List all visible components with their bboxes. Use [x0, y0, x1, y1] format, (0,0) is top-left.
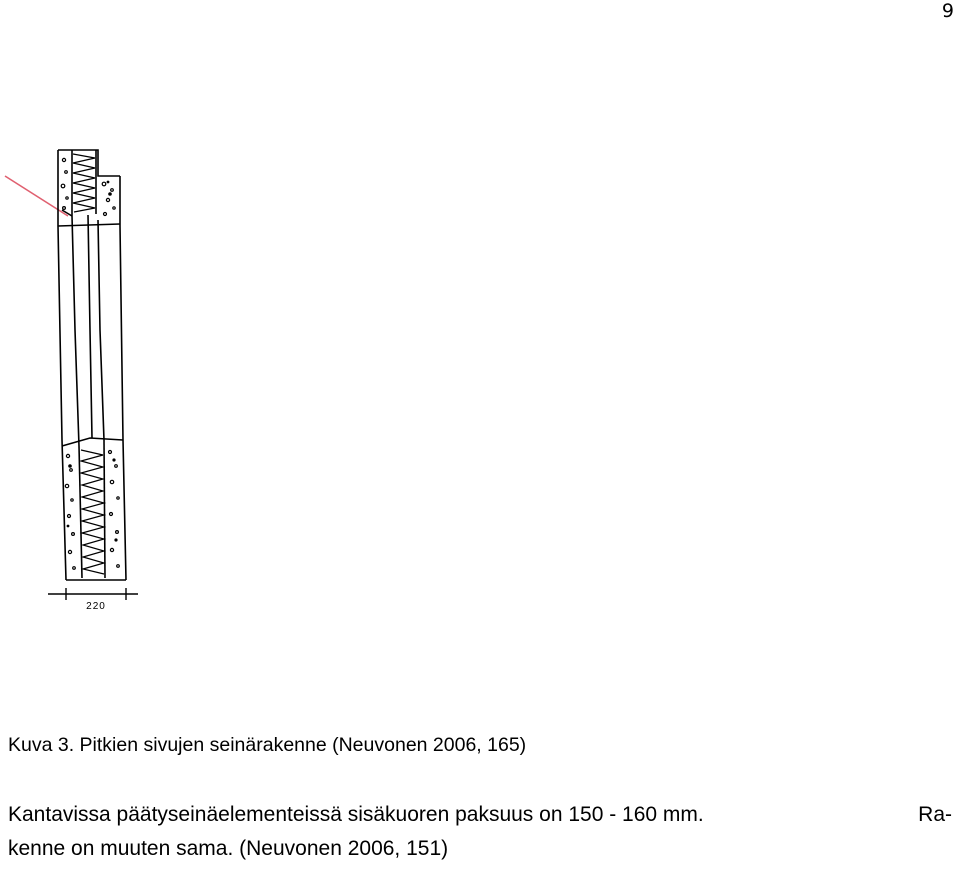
wall-section-drawing	[0, 140, 180, 620]
dimension-label: 220	[86, 601, 106, 612]
paragraph-line-1-text: Kantavissa päätyseinäelementeissä sisäkuoren paksuus on 150 - 160 mm.	[8, 803, 704, 826]
dimension-line	[48, 588, 138, 600]
body-paragraph	[8, 798, 952, 866]
paragraph-line-1-hyphen: Ra-	[918, 803, 952, 826]
insulation-zigzag-lower	[81, 450, 104, 574]
page-number: 9	[941, 0, 954, 22]
paragraph-line-1	[8, 798, 952, 832]
insulation-zigzag-upper	[73, 154, 95, 212]
paragraph-line-2: kenne on muuten sama. (Neuvonen 2006, 151)	[8, 837, 449, 860]
figure-caption: Kuva 3. Pitkien sivujen seinärakenne (Neuvonen 2006, 165)	[8, 734, 527, 756]
